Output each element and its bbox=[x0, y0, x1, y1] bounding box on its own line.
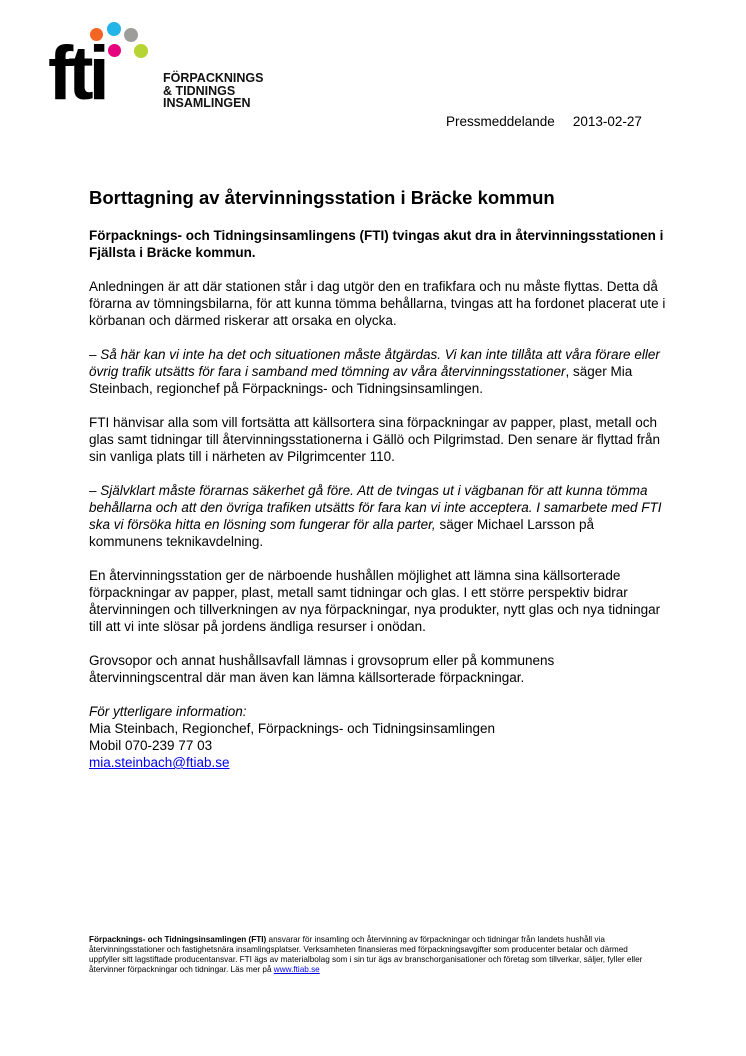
press-release-meta bbox=[446, 114, 642, 129]
article-body bbox=[89, 187, 669, 771]
fti-logo bbox=[48, 22, 288, 122]
logo-wordmark: fti bbox=[48, 31, 105, 116]
contact-block bbox=[89, 703, 669, 771]
article-lead: Förpacknings- och Tidningsinsamlingens (FTI) tvingas akut dra in återvinningsstationen i Fjällsta i Bräcke kommun. bbox=[89, 228, 664, 260]
logo-line-3: INSAMLINGEN bbox=[163, 96, 251, 110]
contact-phone: Mobil 070-239 77 03 bbox=[89, 738, 213, 753]
contact-name: Mia Steinbach, Regionchef, Förpacknings- och Tidningsinsamlingen bbox=[89, 721, 495, 736]
paragraph-2: FTI hänvisar alla som vill fortsätta att källsortera sina förpackningar av papper, plast, metall och glas samt tidningar till återvinningsstationerna i Gällö och Pilgrimstad. Den senare är flyttad från sin vanliga plats till i närheten av Pilgrimcenter 110. bbox=[89, 415, 661, 464]
release-date: 2013-02-27 bbox=[572, 114, 642, 129]
logo-line-2: & TIDNINGS bbox=[163, 83, 236, 98]
footer-website-link[interactable]: www.ftiab.se bbox=[273, 965, 320, 974]
footer-org-name: Förpacknings- och Tidningsinsamlingen (FTI) bbox=[89, 935, 267, 944]
article-title: Borttagning av återvinningsstation i Bräcke kommun bbox=[89, 187, 555, 208]
logo-dot-gray bbox=[124, 28, 138, 42]
paragraph-3: En återvinningsstation ger de närboende hushållen möjlighet att lämna sina källsorterade förpackningar av papper, plast, metall samt tidningar och glas. I ett större perspektiv bidrar återvinningen och tillverkningen av nya förpackningar, nya produkter, nytt glas och nya tidningar till att vi inte slösar på jordens ändliga resurser i onödan. bbox=[89, 568, 661, 634]
paragraph-1: Anledningen är att där stationen står i dag utgör den en trafikfara och nu måste flyttas. Detta då förarna av tömningsbilarna, för att kunna tömma behållarna, tvingas att ha fordonet placerat ute i körbanan och därmed riskerar att orsaka en olycka. bbox=[89, 279, 666, 328]
doc-type-label: Pressmeddelande bbox=[446, 114, 555, 129]
contact-email-link[interactable]: mia.steinbach@ftiab.se bbox=[89, 755, 230, 770]
logo-line-1: FÖRPACKNINGS bbox=[163, 71, 264, 85]
paragraph-4: Grovsopor och annat hushållsavfall lämnas i grovsoprum eller på kommunens återvinningscentral där man även kan lämna källsorterade förpackningar. bbox=[89, 653, 555, 685]
logo-dot-blue bbox=[107, 22, 121, 36]
contact-heading: För ytterligare information: bbox=[89, 704, 247, 719]
quote-2-attribution: säger Michael Larsson på kommunens teknikavdelning. bbox=[89, 517, 595, 549]
quote-2-italic: – Självklart måste förarnas säkerhet gå före. Att de tvingas ut i vägbanan för att kunna tömma behållarna och att den övriga trafiken utsätts för fara kan vi inte acceptera. I samarbete med FTI ska vi försöka hitta en lösning som fungerar för alla parter, bbox=[89, 483, 662, 532]
logo-dot-pink bbox=[108, 44, 121, 57]
quote-1-attribution: , säger Mia Steinbach, regionchef på Förpacknings- och Tidningsinsamlingen. bbox=[89, 364, 633, 396]
quote-1-italic: – Så här kan vi inte ha det och situationen måste åtgärdas. Vi kan inte tillåta att våra förare eller övrig trafik utsätts för fara i samband med tömning av våra återvinningsstationer bbox=[89, 347, 660, 379]
quote-paragraph-2 bbox=[89, 482, 669, 550]
logo-text bbox=[163, 72, 263, 110]
logo-dot-green bbox=[134, 44, 148, 58]
quote-paragraph-1 bbox=[89, 346, 669, 397]
footer-about bbox=[89, 935, 659, 975]
footer-description: ansvarar för insamling och återvinning av förpackningar och tidningar från landets hushåll via återvinningsstationer och fastighetsnära insamlingsplatser. Verksamheten finansieras med förpackningsavgifter som producenter betalar och därmed uppfyller sitt lagstiftade producentansvar. FTI ägs av materialbolag som i sin tur ägs av branschorganisationer och företag som tillverkar, säljer, fyller eller återvinner förpackningar och tidningar. Läs mer på bbox=[89, 935, 643, 974]
